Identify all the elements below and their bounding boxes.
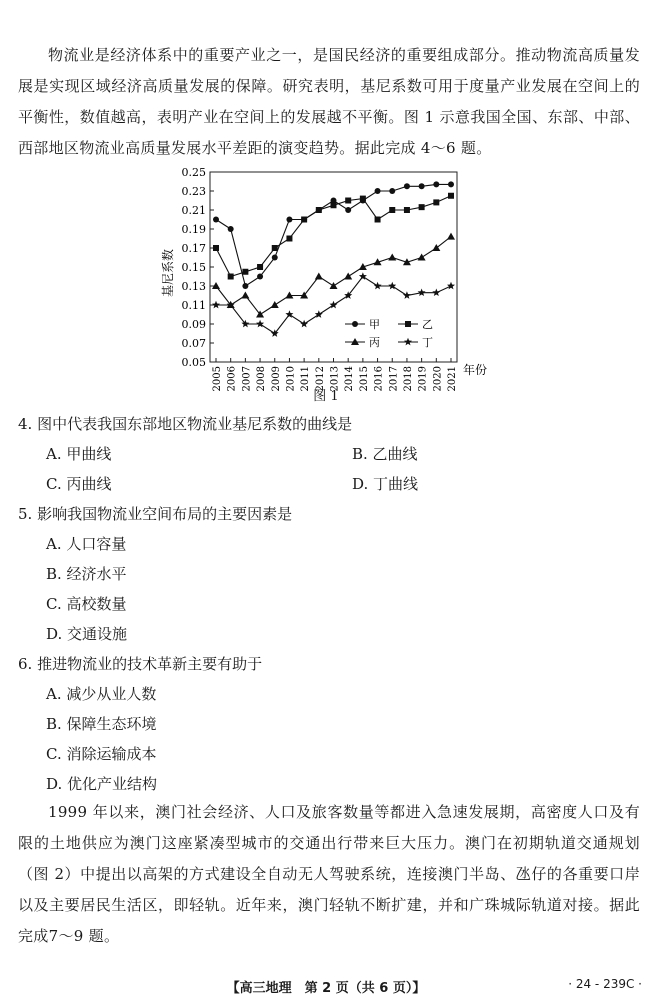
x-tick-label: 2013	[329, 366, 341, 392]
data-point-circle	[228, 226, 234, 232]
y-tick-label: 0.19	[181, 223, 206, 236]
gini-line-chart	[160, 166, 500, 406]
data-point-square	[389, 207, 395, 213]
data-point-square	[419, 204, 425, 210]
data-point-square	[405, 321, 411, 327]
intro-paragraph-1: 物流业是经济体系中的重要产业之一，是国民经济的重要组成部分。推动物流高质量发展是实现区域经济高质量发展的保障。研究表明，基尼系数可用于度量产业发展在空间上的平衡性，数值越高，表明产业在空间上的发展越不平衡。图 1 示意我国全国、东部、中部、西部地区物流业高质量发展水平差距的演变趋势。据此完成 4～6 题。	[18, 46, 640, 157]
y-tick-label: 0.07	[181, 337, 206, 350]
chart-series	[212, 181, 455, 337]
data-point-square	[213, 245, 219, 251]
x-tick-label: 2017	[388, 366, 400, 392]
data-point-circle	[242, 283, 248, 289]
data-point-circle	[375, 188, 381, 194]
question-6-stem: 6. 推进物流业的技术革新主要有助于	[18, 655, 263, 673]
q6-option-d[interactable]: D. 优化产业结构	[46, 775, 158, 793]
data-point-circle	[272, 255, 278, 261]
data-point-square	[448, 193, 454, 199]
x-tick-label: 2009	[270, 366, 282, 392]
data-point-square	[433, 199, 439, 205]
data-point-square	[360, 196, 366, 202]
data-point-circle	[213, 217, 219, 223]
q4-option-d[interactable]: D. 丁曲线	[352, 475, 419, 493]
x-axis-label: 年份	[463, 363, 488, 377]
x-tick-label: 2006	[226, 366, 238, 392]
x-tick-label: 2005	[212, 366, 223, 392]
y-tick-label: 0.09	[181, 318, 206, 331]
legend-entry	[398, 336, 433, 349]
x-tick-label: 2021	[447, 366, 458, 392]
data-point-triangle	[447, 233, 455, 240]
q4-option-b[interactable]: B. 乙曲线	[352, 445, 418, 463]
series-square	[213, 193, 454, 280]
x-tick-label: 2015	[358, 366, 370, 392]
y-tick-label: 0.13	[181, 280, 206, 293]
data-point-circle	[286, 217, 292, 223]
legend-entry	[345, 336, 380, 349]
chart-svg	[160, 166, 500, 406]
data-point-circle	[433, 181, 439, 187]
data-point-star	[404, 338, 412, 346]
data-point-triangle	[330, 282, 338, 289]
y-tick-label: 0.21	[181, 204, 206, 217]
data-point-star	[212, 301, 220, 309]
data-point-star	[374, 282, 382, 290]
data-point-square	[228, 274, 234, 280]
x-tick-label: 2016	[373, 366, 385, 392]
data-point-circle	[345, 207, 351, 213]
legend-label: 甲	[369, 318, 380, 331]
y-tick-label: 0.11	[181, 299, 206, 312]
y-tick-label: 0.23	[181, 185, 206, 198]
x-tick-label: 2012	[314, 366, 326, 392]
data-point-triangle	[344, 273, 352, 280]
data-point-star	[403, 291, 411, 299]
data-point-square	[286, 236, 292, 242]
q5-option-d[interactable]: D. 交通设施	[46, 625, 128, 643]
y-tick-label: 0.17	[181, 242, 206, 255]
y-tick-label: 0.05	[181, 356, 206, 369]
data-point-triangle	[432, 244, 440, 251]
question-4-stem: 4. 图中代表我国东部地区物流业基尼系数的曲线是	[18, 415, 353, 433]
q4-option-a[interactable]: A. 甲曲线	[46, 445, 112, 463]
y-tick-label: 0.25	[181, 166, 206, 179]
data-point-triangle	[388, 254, 396, 261]
data-point-triangle	[271, 301, 279, 308]
data-point-circle	[352, 321, 358, 327]
data-point-triangle	[418, 254, 426, 261]
legend-entry	[398, 318, 433, 331]
series-star	[212, 272, 455, 337]
data-point-square	[404, 207, 410, 213]
y-axis-label: 基尼系数	[161, 248, 175, 298]
data-point-star	[418, 289, 426, 297]
x-tick-label: 2010	[285, 366, 297, 392]
x-tick-label: 2008	[256, 366, 268, 392]
x-tick-label: 2014	[344, 366, 356, 392]
footer-page-info: 【高三地理 第 2 页（共 6 页）】	[226, 981, 426, 996]
data-point-star	[447, 282, 455, 290]
data-point-star	[300, 320, 308, 328]
data-point-square	[257, 264, 263, 270]
data-point-square	[316, 207, 322, 213]
question-5-stem: 5. 影响我国物流业空间布局的主要因素是	[18, 505, 293, 523]
x-tick-label: 2011	[300, 366, 312, 392]
data-point-circle	[404, 183, 410, 189]
x-tick-label: 2007	[241, 366, 253, 392]
data-point-square	[242, 269, 248, 275]
data-point-circle	[257, 274, 263, 280]
data-point-square	[301, 217, 307, 223]
q5-option-a[interactable]: A. 人口容量	[46, 535, 127, 553]
figure-caption: 图 1	[313, 389, 339, 404]
x-tick-label: 2020	[432, 366, 444, 392]
data-point-square	[375, 217, 381, 223]
q6-option-c[interactable]: C. 消除运输成本	[46, 745, 157, 763]
x-tick-label: 2019	[417, 366, 429, 392]
data-point-circle	[419, 183, 425, 189]
intro-paragraph-2: 1999 年以来，澳门社会经济、人口及旅客数量等都进入急速发展期，高密度人口及有限的土地供应为澳门这座紧凑型城市的交通出行带来巨大压力。澳门在初期轨道交通规划（图 2）中提出以高架的方式建设全自动无人驾驶系统，连接澳门半岛、氹仔的各重要口岸以及主要居民生活区，即轻轨。近年来，澳门轻轨不断扩建，并和广珠城际轨道对接。据此完成7～9 题。	[18, 803, 640, 945]
legend-label: 丁	[422, 336, 433, 349]
data-point-square	[345, 198, 351, 204]
q6-option-b[interactable]: B. 保障生态环境	[46, 715, 157, 733]
y-tick-label: 0.15	[181, 261, 206, 274]
q6-option-a[interactable]: A. 减少从业人数	[46, 685, 157, 703]
legend-label: 丙	[369, 336, 380, 349]
chart-legend	[345, 318, 433, 349]
q4-option-c[interactable]: C. 丙曲线	[46, 475, 112, 493]
q5-option-c[interactable]: C. 高校数量	[46, 595, 127, 613]
data-point-triangle	[315, 273, 323, 280]
data-point-square	[331, 202, 337, 208]
q5-option-b[interactable]: B. 经济水平	[46, 565, 127, 583]
data-point-square	[272, 245, 278, 251]
data-point-circle	[448, 181, 454, 187]
legend-label: 乙	[422, 318, 433, 331]
x-tick-label: 2018	[402, 366, 414, 392]
data-point-triangle	[241, 292, 249, 299]
series-circle	[213, 181, 454, 289]
legend-entry	[345, 318, 380, 331]
footer-paper-code: · 24 - 239C ·	[568, 977, 642, 991]
data-point-circle	[389, 188, 395, 194]
data-point-star	[432, 289, 440, 297]
